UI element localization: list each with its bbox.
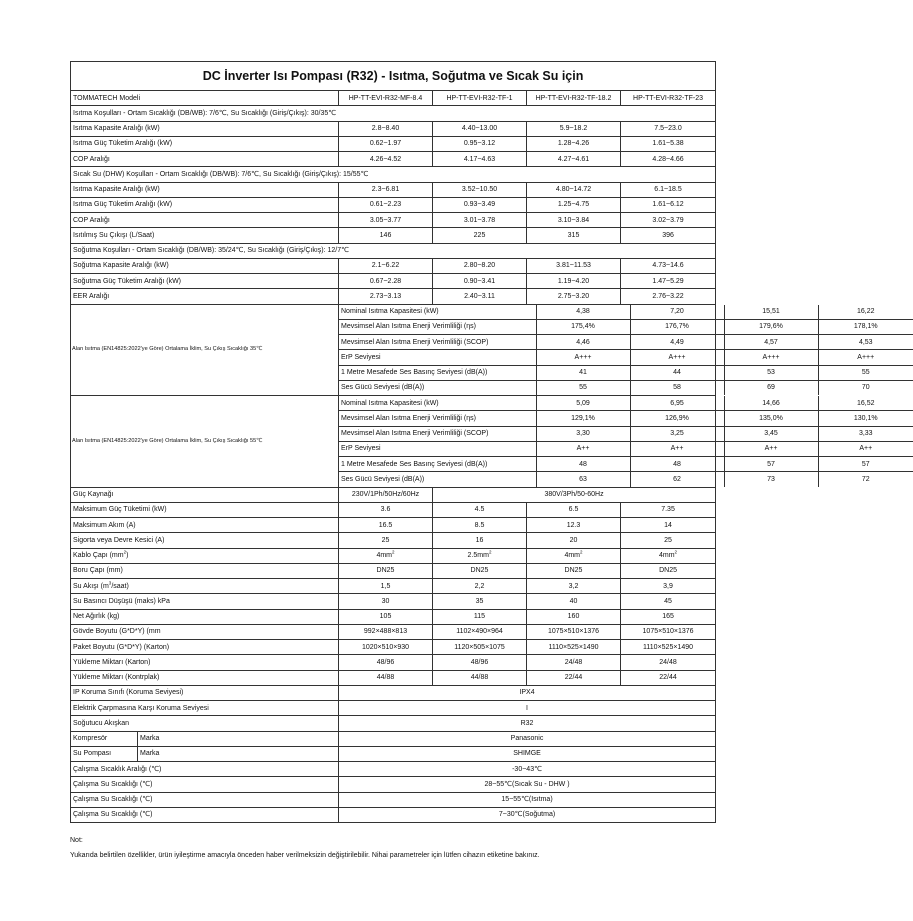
row-label: Çalışma Su Sıcaklığı (℃): [71, 777, 339, 792]
erp-row: [339, 411, 913, 426]
flow-row: [71, 579, 716, 594]
model-name: HP-TT-EVI-R32-MF-8.4: [339, 91, 433, 106]
section-heading: Isıtma Koşulları - Ortam Sıcaklığı (DB/WB): 7/6℃, Su Sıcaklığı (Giriş/Çıkış): 30/35℃: [71, 106, 716, 121]
row-label: Isıtılmış Su Çıkışı (L/Saat): [71, 228, 339, 243]
spec-row: [71, 289, 716, 304]
row-value: 146: [339, 228, 433, 243]
row-value: 4,53: [818, 335, 913, 350]
row-value: 3.6: [339, 502, 433, 517]
row-value: 4,38: [536, 305, 630, 320]
erp-block-row: [71, 396, 716, 488]
row-value: 70: [818, 380, 913, 395]
row-value: 15,51: [724, 305, 818, 320]
section-heading-row: [71, 243, 716, 258]
brand-label-row: [71, 747, 338, 761]
row-value: 45: [621, 594, 716, 609]
spec-row: [71, 609, 716, 624]
row-value: 4,57: [724, 335, 818, 350]
erp-block: [339, 304, 878, 396]
row-value: 1120×505×1075: [433, 640, 527, 655]
brand-label-table: [71, 747, 338, 761]
row-value: 315: [527, 228, 621, 243]
brand-row: [71, 731, 716, 746]
page-title: DC İnverter Isı Pompası (R32) - Isıtma, Soğutma ve Sıcak Su için: [71, 62, 716, 91]
erp-row: [339, 472, 913, 487]
row-value: 7~30℃(Soğutma): [339, 807, 716, 822]
row-value: 0.95~3.12: [433, 136, 527, 151]
value-sup: 2: [580, 549, 583, 555]
value-sup: 2: [674, 549, 678, 555]
row-value: 72: [818, 472, 913, 487]
common-row: [71, 777, 716, 792]
row-value: 40: [527, 594, 621, 609]
row-label: Nominal Isıtma Kapasitesi (kW): [339, 305, 536, 320]
model-name: HP-TT-EVI-R32-TF-18.2: [527, 91, 621, 106]
row-value: 4,49: [630, 335, 724, 350]
row-value: 0.93~3.49: [433, 197, 527, 212]
row-label: Elektrik Çarpmasına Karşı Koruma Seviyesi: [71, 701, 339, 716]
row-label: Isıtma Güç Tüketim Aralığı (kW): [71, 136, 339, 151]
brand-sub-label: Marka: [140, 735, 160, 743]
row-value: 2.80~8.20: [433, 258, 527, 273]
erp-inner-table: [339, 396, 913, 487]
model-header-label: TOMMATECH Modeli: [71, 91, 339, 106]
row-label: Soğutucu Akışkan: [71, 716, 339, 731]
row-value: 14,66: [724, 396, 818, 411]
row-value: 57: [818, 457, 913, 472]
row-label: Mevsimsel Alan Isıtma Enerji Verimliliği (SCOP): [339, 426, 536, 441]
row-label: Maksimum Güç Tüketimi (kW): [71, 502, 339, 517]
spec-row: [71, 197, 716, 212]
row-value: 58: [630, 380, 724, 395]
row-value: 129,1%: [536, 411, 630, 426]
value-text: 4mm: [564, 552, 581, 560]
row-value: 3.05~3.77: [339, 213, 433, 228]
row-value: 7,20: [630, 305, 724, 320]
spec-row: [71, 563, 716, 578]
row-value: 24/48: [527, 655, 621, 670]
model-header-row: [71, 91, 716, 106]
section-heading-row: [71, 106, 716, 121]
row-label: Çalışma Su Sıcaklığı (℃): [71, 792, 339, 807]
erp-group-label: Alan Isıtma (EN14825:2022'ye Göre) Ortalama İklim, Su Çıkış Sıcaklığı 55℃: [71, 396, 339, 488]
row-value: 16,52: [856, 399, 875, 407]
row-label: Boru Çapı (mm): [71, 563, 339, 578]
row-value: 55: [818, 365, 913, 380]
note-label: Not:: [70, 837, 83, 844]
erp-block-row: [71, 304, 716, 396]
row-value: [527, 548, 621, 563]
row-value: 3.02~3.79: [621, 213, 716, 228]
row-value: 25: [339, 533, 433, 548]
common-row: [71, 701, 716, 716]
row-value: DN25: [527, 563, 621, 578]
brand-label-row: [71, 732, 338, 746]
notes: [70, 837, 720, 867]
row-value: SHIMGE: [339, 746, 716, 761]
spec-row: [71, 213, 716, 228]
row-value: 4.80~14.72: [527, 182, 621, 197]
row-label: [71, 579, 339, 594]
row-value: 176,7%: [630, 319, 724, 334]
row-label: Sigorta veya Devre Kesici (A): [71, 533, 339, 548]
row-label: Isıtma Kapasite Aralığı (kW): [71, 182, 339, 197]
erp-row: [339, 426, 913, 441]
value-text: 4mm: [658, 552, 675, 560]
spec-row: [71, 594, 716, 609]
model-name: HP-TT-EVI-R32-TF-23: [621, 91, 716, 106]
row-value: 3,2: [527, 579, 621, 594]
spec-row: [71, 640, 716, 655]
row-value: 380V/3Ph/50-60Hz: [433, 487, 716, 502]
spec-row: [71, 136, 716, 151]
common-row: [71, 685, 716, 700]
row-value: 396: [621, 228, 716, 243]
row-label: 1 Metre Mesafede Ses Basınç Seviyesi (dB(A)): [339, 365, 536, 380]
cable-row: [71, 548, 716, 563]
label-sup: 2: [123, 549, 127, 555]
row-value: 130,1%: [818, 411, 913, 426]
row-value: 62: [630, 472, 724, 487]
row-value: 3.52~10.50: [433, 182, 527, 197]
row-value: 2.73~3.13: [339, 289, 433, 304]
row-value: 2.1~6.22: [339, 258, 433, 273]
spec-row: [71, 655, 716, 670]
row-value: 15~55℃(Isıtma): [339, 792, 716, 807]
brand-label-table: [71, 732, 338, 746]
row-value: DN25: [339, 563, 433, 578]
row-value: 63: [536, 472, 630, 487]
row-value: 4.27~4.61: [527, 152, 621, 167]
row-label: Paket Boyutu (G*D*Y) (Karton): [71, 640, 339, 655]
row-label: Çalışma Su Sıcaklığı (℃): [71, 807, 339, 822]
row-value: 16.5: [339, 518, 433, 533]
erp-row: [339, 335, 913, 350]
row-label: Ses Gücü Seviyesi (dB(A)): [339, 472, 536, 487]
row-value: 0.61~2.23: [339, 197, 433, 212]
row-value: A++: [818, 441, 913, 456]
spec-table: [70, 61, 878, 823]
row-value: 3.01~3.78: [433, 213, 527, 228]
row-value: 57: [724, 457, 818, 472]
row-value: 1110×525×1490: [527, 640, 621, 655]
row-value: 105: [339, 609, 433, 624]
row-value: 1.19~4.20: [527, 274, 621, 289]
row-label: [71, 731, 339, 746]
spec-row: [71, 518, 716, 533]
row-label: Su Basıncı Düşüşü (maks) kPa: [71, 594, 339, 609]
spec-row: [71, 274, 716, 289]
erp-row: [339, 365, 913, 380]
row-value: 5,09: [536, 396, 630, 411]
row-value: 225: [433, 228, 527, 243]
row-label: Güç Kaynağı: [71, 487, 339, 502]
row-value: 1.28~4.26: [527, 136, 621, 151]
row-label: Yükleme Miktarı (Kontrplak): [71, 670, 339, 685]
erp-inner-table: [339, 305, 913, 396]
row-label: ErP Seviyesi: [339, 350, 536, 365]
row-label: IP Koruma Sınıfı (Koruma Seviyesi): [71, 685, 339, 700]
erp-row: [339, 457, 913, 472]
spec-row: [71, 258, 716, 273]
row-label: EER Aralığı: [71, 289, 339, 304]
row-value: 44/88: [433, 670, 527, 685]
row-label: Mevsimsel Alan Isıtma Enerji Verimliliği (ηs): [339, 319, 536, 334]
row-label: [71, 548, 339, 563]
row-value: 178,1%: [818, 319, 913, 334]
row-value: 4.28~4.66: [621, 152, 716, 167]
spec-row: [71, 670, 716, 685]
spec-row: [71, 228, 716, 243]
row-label: Soğutma Güç Tüketim Aralığı (kW): [71, 274, 339, 289]
row-value: 3,33: [818, 426, 913, 441]
row-value: Panasonic: [339, 731, 716, 746]
row-value: A+++: [536, 350, 630, 365]
row-value: 48: [536, 457, 630, 472]
row-value: 4.17~4.63: [433, 152, 527, 167]
row-value: 2.3~6.81: [339, 182, 433, 197]
row-value: IPX4: [339, 685, 716, 700]
row-value: 25: [621, 533, 716, 548]
row-label: COP Aralığı: [71, 152, 339, 167]
erp-block: [339, 396, 878, 488]
row-value: 1.61~6.12: [621, 197, 716, 212]
row-value: 3,45: [724, 426, 818, 441]
row-value: DN25: [433, 563, 527, 578]
label-text: Kablo Çapı (mm: [73, 552, 124, 560]
value-sup: 2: [392, 549, 395, 555]
row-value: A+++: [818, 350, 913, 365]
row-value: 41: [536, 365, 630, 380]
row-value: 8.5: [433, 518, 527, 533]
erp-row: [339, 441, 913, 456]
label-text: Su Akışı (m: [73, 582, 109, 590]
row-value: I: [339, 701, 716, 716]
row-value: -30~43℃: [339, 762, 716, 777]
note-text: Yukarıda belirtilen özellikler, ürün iyileştirme amacıyla önceden haber verilmeksizin değiştirilebilir. Nihai parametreler için lütfen cihazın etiketine bakınız.: [70, 852, 540, 859]
row-label: Mevsimsel Alan Isıtma Enerji Verimliliği (ηs): [339, 411, 536, 426]
row-value: 35: [433, 594, 527, 609]
row-value: 2.8~8.40: [339, 121, 433, 136]
row-label: Çalışma Sıcaklık Aralığı (℃): [71, 762, 339, 777]
row-value: 44: [630, 365, 724, 380]
common-row: [71, 762, 716, 777]
row-value: 12.3: [527, 518, 621, 533]
row-value: 5.9~18.2: [527, 121, 621, 136]
row-value: 1075×510×1376: [621, 624, 716, 639]
erp-row: [339, 380, 913, 395]
erp-row: [339, 396, 913, 411]
row-value: 992×488×813: [339, 624, 433, 639]
row-value: A++: [536, 441, 630, 456]
value-sup: 2: [488, 549, 492, 555]
common-row: [71, 716, 716, 731]
row-value: 4.73~14.6: [621, 258, 716, 273]
row-value: 2.75~3.20: [527, 289, 621, 304]
row-value: 28~55℃(Sıcak Su - DHW ): [339, 777, 716, 792]
spec-row: [71, 533, 716, 548]
brand-row: [71, 746, 716, 761]
row-value: 16,22: [856, 308, 875, 316]
section-heading-row: [71, 167, 716, 182]
row-value: 0.67~2.28: [339, 274, 433, 289]
row-value: 1075×510×1376: [527, 624, 621, 639]
row-value: 7.35: [621, 502, 716, 517]
row-value: 69: [724, 380, 818, 395]
row-value: A++: [724, 441, 818, 456]
row-value: 4.5: [433, 502, 527, 517]
row-value: 1102×490×964: [433, 624, 527, 639]
row-label: Maksimum Akım (A): [71, 518, 339, 533]
common-row: [71, 807, 716, 822]
row-label: Nominal Isıtma Kapasitesi (kW): [339, 396, 536, 411]
label-sup: 3: [108, 580, 112, 586]
row-value: 73: [724, 472, 818, 487]
spec-row: [71, 121, 716, 136]
row-value: 1.61~5.38: [621, 136, 716, 151]
row-value: A+++: [724, 350, 818, 365]
label-end: ): [126, 552, 129, 560]
row-value: 53: [724, 365, 818, 380]
row-value: 179,6%: [724, 319, 818, 334]
row-value: 3,25: [630, 426, 724, 441]
row-value: 44/88: [339, 670, 433, 685]
row-value: 6,95: [630, 396, 724, 411]
row-value: 2,2: [433, 579, 527, 594]
row-label: ErP Seviyesi: [339, 441, 536, 456]
erp-row: [339, 319, 913, 334]
row-value: 0.90~3.41: [433, 274, 527, 289]
row-value: [621, 548, 716, 563]
row-value: DN25: [621, 563, 716, 578]
model-name: HP-TT-EVI-R32-TF-1: [433, 91, 527, 106]
row-value: 4.40~13.00: [433, 121, 527, 136]
row-value: 1.47~5.29: [621, 274, 716, 289]
row-value: [339, 548, 433, 563]
row-value: 1,5: [339, 579, 433, 594]
row-value: 0.62~1.97: [339, 136, 433, 151]
row-value: 14: [621, 518, 716, 533]
row-value: 135,0%: [724, 411, 818, 426]
row-value: 1.25~4.75: [527, 197, 621, 212]
value-text: 4mm: [376, 552, 393, 560]
row-value: 4.26~4.52: [339, 152, 433, 167]
row-label: Yükleme Miktarı (Karton): [71, 655, 339, 670]
row-value: 230V/1Ph/50Hz/60Hz: [339, 487, 433, 502]
row-value: [433, 548, 527, 563]
row-value: 1020×510×930: [339, 640, 433, 655]
row-value: A+++: [630, 350, 724, 365]
row-value: 48/96: [433, 655, 527, 670]
erp-row: [339, 350, 913, 365]
row-value: 6.5: [527, 502, 621, 517]
row-label: Ses Gücü Seviyesi (dB(A)): [339, 380, 536, 395]
spec-row: [71, 182, 716, 197]
label-end: /saat): [111, 582, 129, 590]
row-label: Gövde Boyutu (G*D*Y) (mm: [71, 624, 339, 639]
row-label: Mevsimsel Alan Isıtma Enerji Verimliliği (SCOP): [339, 335, 536, 350]
erp-group-label: Alan Isıtma (EN14825:2022'ye Göre) Ortalama İklim, Su Çıkış Sıcaklığı 35℃: [71, 304, 339, 396]
brand-sub-label: Marka: [140, 750, 160, 758]
row-label: Isıtma Güç Tüketim Aralığı (kW): [71, 197, 339, 212]
row-value: 126,9%: [630, 411, 724, 426]
value-text: 2.5mm: [467, 552, 489, 560]
row-label: [71, 746, 339, 761]
row-value: 30: [339, 594, 433, 609]
erp-row: [339, 305, 913, 320]
row-value: 16: [433, 533, 527, 548]
row-label: Soğutma Kapasite Aralığı (kW): [71, 258, 339, 273]
section-heading: Soğutma Koşulları - Ortam Sıcaklığı (DB/WB): 35/24℃, Su Sıcaklığı (Giriş/Çıkış): 12/7℃: [71, 243, 716, 258]
spec-row: [71, 152, 716, 167]
row-value: 175,4%: [536, 319, 630, 334]
row-value: 165: [621, 609, 716, 624]
row-label: 1 Metre Mesafede Ses Basınç Seviyesi (dB(A)): [339, 457, 536, 472]
section-heading: Sıcak Su (DHW) Koşulları - Ortam Sıcaklığı (DB/WB): 7/6℃, Su Sıcaklığı (Giriş/Çıkış): 15/55℃: [71, 167, 716, 182]
row-label: Isıtma Kapasite Aralığı (kW): [71, 121, 339, 136]
row-value: 24/48: [621, 655, 716, 670]
common-row: [71, 792, 716, 807]
row-value: 1110×525×1490: [621, 640, 716, 655]
row-value: 3.10~3.84: [527, 213, 621, 228]
row-label: COP Aralığı: [71, 213, 339, 228]
row-value: 6.1~18.5: [621, 182, 716, 197]
brand-label: Su Pompası: [71, 747, 138, 761]
row-value: R32: [339, 716, 716, 731]
spec-row: [71, 502, 716, 517]
row-value: 48/96: [339, 655, 433, 670]
row-value: 160: [527, 609, 621, 624]
row-value: 55: [536, 380, 630, 395]
row-value: 48: [630, 457, 724, 472]
row-value: 2.40~3.11: [433, 289, 527, 304]
row-value: 2.76~3.22: [621, 289, 716, 304]
row-value: 22/44: [621, 670, 716, 685]
row-value: 3,9: [621, 579, 716, 594]
row-value: 3,30: [536, 426, 630, 441]
row-value: 22/44: [527, 670, 621, 685]
row-value: 20: [527, 533, 621, 548]
row-value: A++: [630, 441, 724, 456]
row-value: 115: [433, 609, 527, 624]
row-value: 7.5~23.0: [621, 121, 716, 136]
spec-row: [71, 624, 716, 639]
brand-label: Kompresör: [71, 732, 138, 746]
power-source-row: [71, 487, 716, 502]
title-row: [71, 62, 716, 91]
row-value: 3.81~11.53: [527, 258, 621, 273]
row-value: 4,46: [536, 335, 630, 350]
row-label: Net Ağırlık (kg): [71, 609, 339, 624]
